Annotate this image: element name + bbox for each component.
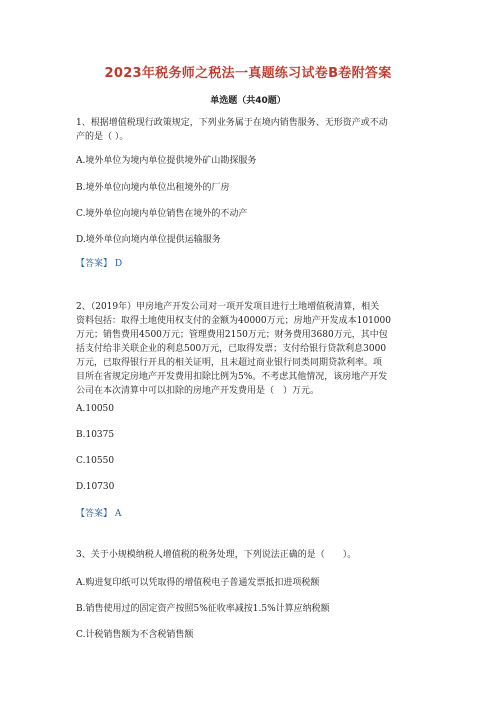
question-2-stem [76, 300, 416, 398]
answer-value: A [114, 509, 122, 519]
document-title: 2023年税务师之税法一真题练习试卷B卷附答案 [104, 66, 392, 81]
q1-answer [76, 256, 122, 269]
question-line: 公司在本次清算中可以扣除的房地产开发费用是（ ）万元。 [76, 386, 320, 396]
q2-option-b: B.10375 [76, 430, 115, 440]
question-3-stem [76, 548, 416, 562]
section-heading: 单选题（共40题） [210, 96, 286, 106]
question-line: 万元，已取得银行开具的相关证明，且未超过商业银行同类同期贷款利率。项 [76, 358, 383, 368]
q3-option-b: B.销售使用过的固定资产按照5%征收率减按1.5%计算应纳税额 [76, 604, 330, 614]
q1-option-a: A.境外单位为境内单位提供境外矿山勘探服务 [76, 156, 257, 166]
question-line: 2、（2019年）甲房地产开发公司对一项开发项目进行土地增值税清算，相关 [76, 302, 380, 312]
q2-option-a: A.10050 [76, 404, 114, 414]
question-line: 万元；销售费用4500万元；管理费用2150万元；财务费用3680万元，其中包 [76, 330, 388, 340]
question-line: 目所在省规定房地产开发费用扣除比例为5%。不考虑其他情况，该房地产开发 [76, 372, 388, 382]
q3-option-c: C.计税销售额为不含税销售额 [76, 630, 194, 640]
question-1-stem [76, 116, 416, 144]
question-line: 产的是（ ）。 [76, 132, 129, 142]
q2-option-c: C.10550 [76, 456, 115, 466]
question-line: 1、根据增值税现行政策规定，下列业务属于在境内销售服务、无形资产或不动 [76, 118, 388, 128]
q2-option-d: D.10730 [76, 482, 115, 492]
q1-option-c: C.境外单位向境内单位销售在境外的不动产 [76, 209, 248, 219]
question-line: 括支付给非关联企业的利息500万元，已取得发票；支付给银行贷款利息3000 [76, 344, 387, 354]
answer-label: 【答案】 [76, 259, 113, 269]
answer-value: D [114, 259, 123, 269]
q1-option-d: D.境外单位向境内单位提供运输服务 [76, 235, 221, 245]
answer-label: 【答案】 [76, 509, 113, 519]
question-line: 资料包括：取得土地使用权支付的金额为40000万元；房地产开发成本101000 [76, 316, 391, 326]
q3-option-a: A.购进复印纸可以凭取得的增值税电子普通发票抵扣进项税额 [76, 578, 320, 588]
question-line: 3、关于小规模纳税人增值税的税务处理，下列说法正确的是（ ）。 [76, 550, 357, 560]
q2-answer [76, 506, 121, 519]
q1-option-b: B.境外单位向境内单位出租境外的厂房 [76, 183, 230, 193]
